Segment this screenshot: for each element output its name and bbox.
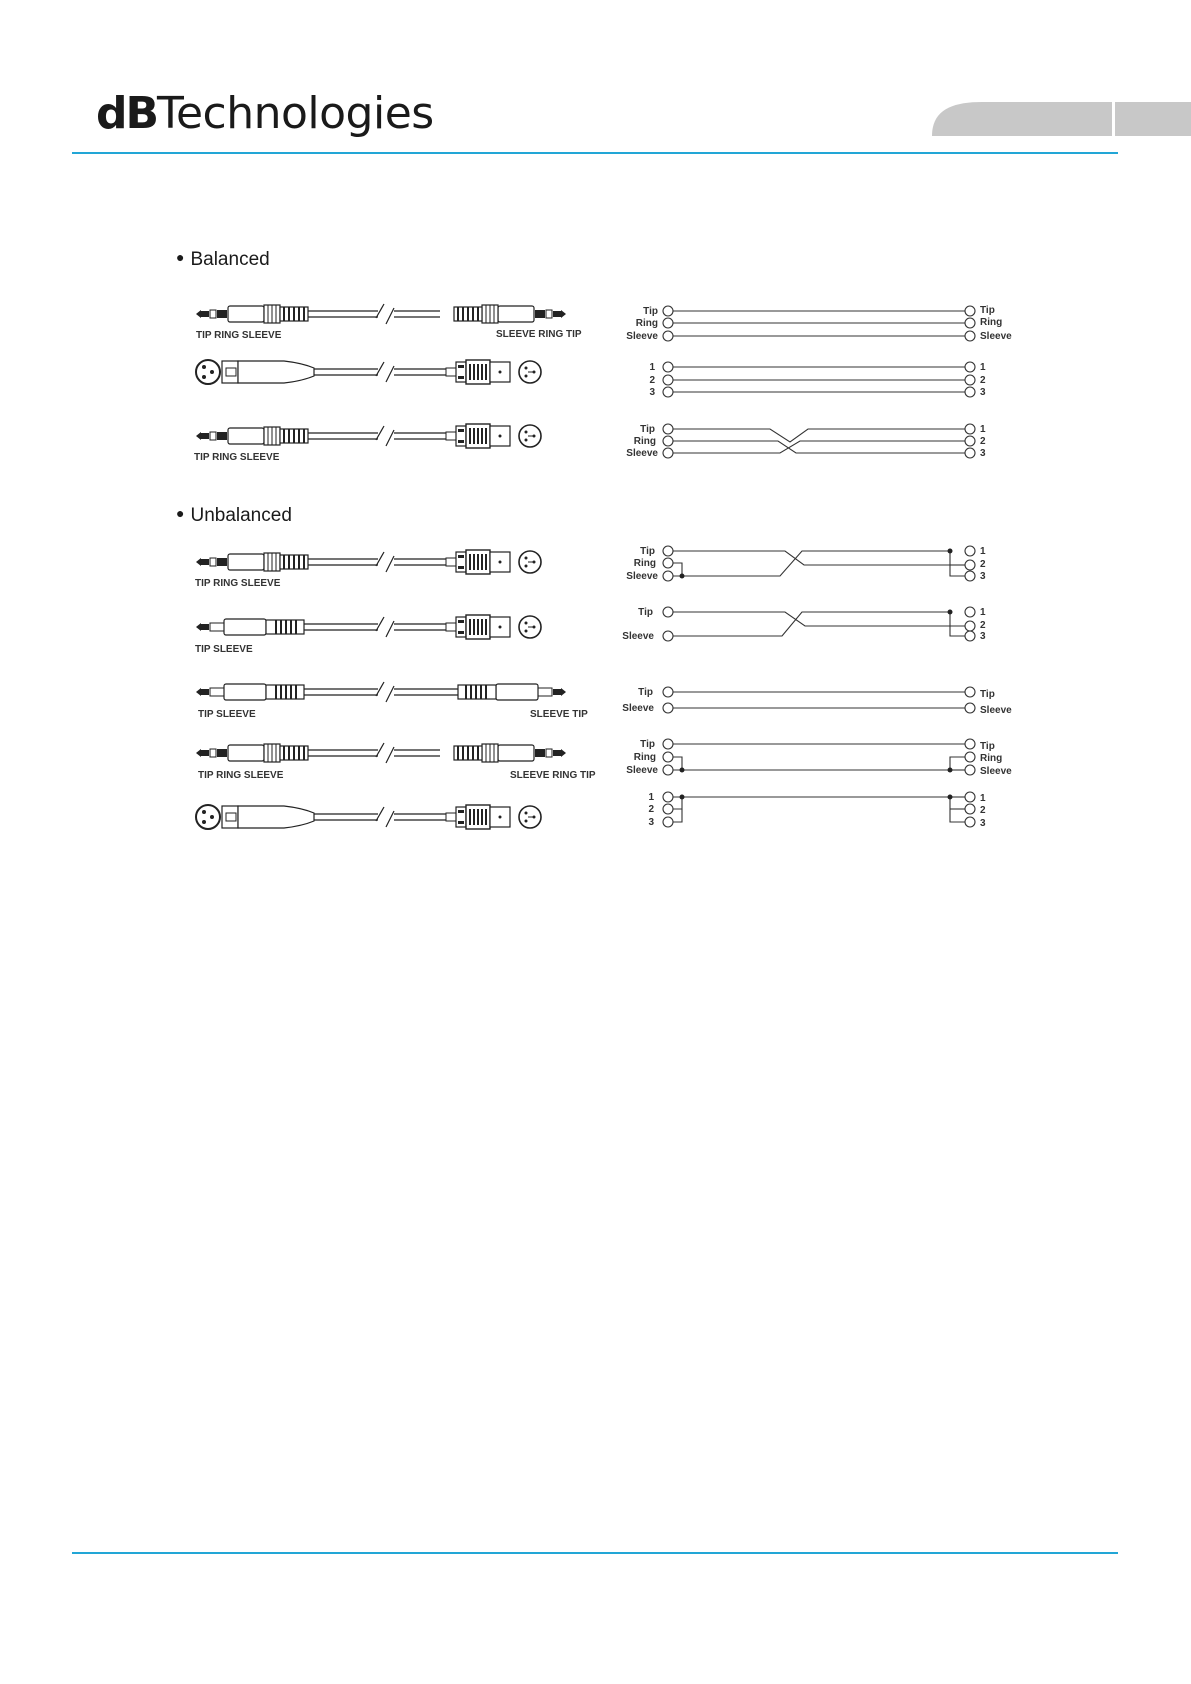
u5-left-2: 2: [648, 804, 654, 815]
u4-right-tip: Tip: [980, 741, 995, 752]
wiring-labels-left: [622, 306, 658, 828]
w2-right-1: 1: [980, 362, 986, 373]
wiring-lines: [673, 311, 965, 822]
u1-right-1: 1: [980, 546, 986, 557]
w3-right-1: 1: [980, 424, 986, 435]
label-u3-left: TIP SLEEVE: [198, 709, 256, 720]
bullet-icon: ●: [176, 505, 185, 521]
u3-left-sleeve: Sleeve: [622, 703, 654, 714]
label-u3-right: SLEEVE TIP: [530, 709, 588, 720]
w2-left-1: 1: [649, 362, 655, 373]
u5-right-2: 2: [980, 805, 986, 816]
u5-left-1: 1: [648, 792, 654, 803]
label-u1-left: TIP RING SLEEVE: [195, 578, 281, 589]
cable-b3-jack-xlr: [196, 424, 541, 448]
label-u4-left: TIP RING SLEEVE: [198, 770, 284, 781]
wiring-labels-right: [980, 305, 1012, 829]
cable-b1-jack-jack: [196, 304, 566, 324]
w2-right-2: 2: [980, 375, 986, 386]
w1-left-ring: Ring: [635, 318, 658, 329]
cable-u5-xlr-xlr: [196, 805, 541, 829]
cable-u4-jack-jack: [196, 743, 566, 763]
junction-dots: [680, 549, 953, 800]
u3-right-tip: Tip: [980, 689, 995, 700]
u2-right-1: 1: [980, 607, 986, 618]
label-b3-left: TIP RING SLEEVE: [194, 452, 280, 463]
w3-left-tip: Tip: [640, 424, 655, 435]
label-b1-right: SLEEVE RING TIP: [496, 329, 582, 340]
cable-u1-jack-xlr: [196, 550, 541, 574]
brand-bold: dB: [96, 88, 158, 139]
u1-right-2: 2: [980, 559, 986, 570]
u2-left-sleeve: Sleeve: [622, 631, 654, 642]
unbalanced-title-text: Unbalanced: [190, 505, 292, 526]
u2-right-2: 2: [980, 620, 986, 631]
w1-left-tip: Tip: [643, 306, 658, 317]
cable-u3-monojack-monojack: [196, 682, 566, 702]
brand-light: Technologies: [157, 88, 434, 139]
label-b1-left: TIP RING SLEEVE: [196, 330, 282, 341]
u1-left-tip: Tip: [640, 546, 655, 557]
w1-right-sleeve: Sleeve: [980, 331, 1012, 342]
cable-b2-xlr-xlr: [196, 360, 541, 384]
u1-left-sleeve: Sleeve: [626, 571, 658, 582]
w3-right-2: 2: [980, 436, 986, 447]
w3-left-ring: Ring: [633, 436, 656, 447]
w3-right-3: 3: [980, 448, 986, 459]
label-u4-right: SLEEVE RING TIP: [510, 770, 596, 781]
u3-right-sleeve: Sleeve: [980, 705, 1012, 716]
w2-right-3: 3: [980, 387, 986, 398]
u4-left-tip: Tip: [640, 739, 655, 750]
u4-right-sleeve: Sleeve: [980, 766, 1012, 777]
w1-right-ring: Ring: [980, 317, 1003, 328]
bullet-icon: ●: [176, 249, 185, 265]
w2-left-3: 3: [649, 387, 655, 398]
u5-left-3: 3: [648, 817, 654, 828]
w1-left-sleeve: Sleeve: [626, 331, 658, 342]
u5-right-3: 3: [980, 818, 986, 829]
u4-left-ring: Ring: [633, 752, 656, 763]
u3-left-tip: Tip: [638, 687, 653, 698]
u2-left-tip: Tip: [638, 607, 653, 618]
cable-u2-monojack-xlr: [196, 615, 541, 639]
w1-right-tip: Tip: [980, 305, 995, 316]
terminal-circles: [663, 306, 975, 827]
u2-right-3: 3: [980, 631, 986, 642]
u1-left-ring: Ring: [633, 558, 656, 569]
u1-right-3: 3: [980, 571, 986, 582]
w3-left-sleeve: Sleeve: [626, 448, 658, 459]
u4-right-ring: Ring: [980, 753, 1003, 764]
label-u2-left: TIP SLEEVE: [195, 644, 253, 655]
u4-left-sleeve: Sleeve: [626, 765, 658, 776]
u5-right-1: 1: [980, 793, 986, 804]
w2-left-2: 2: [649, 375, 655, 386]
balanced-title-text: Balanced: [190, 249, 270, 270]
